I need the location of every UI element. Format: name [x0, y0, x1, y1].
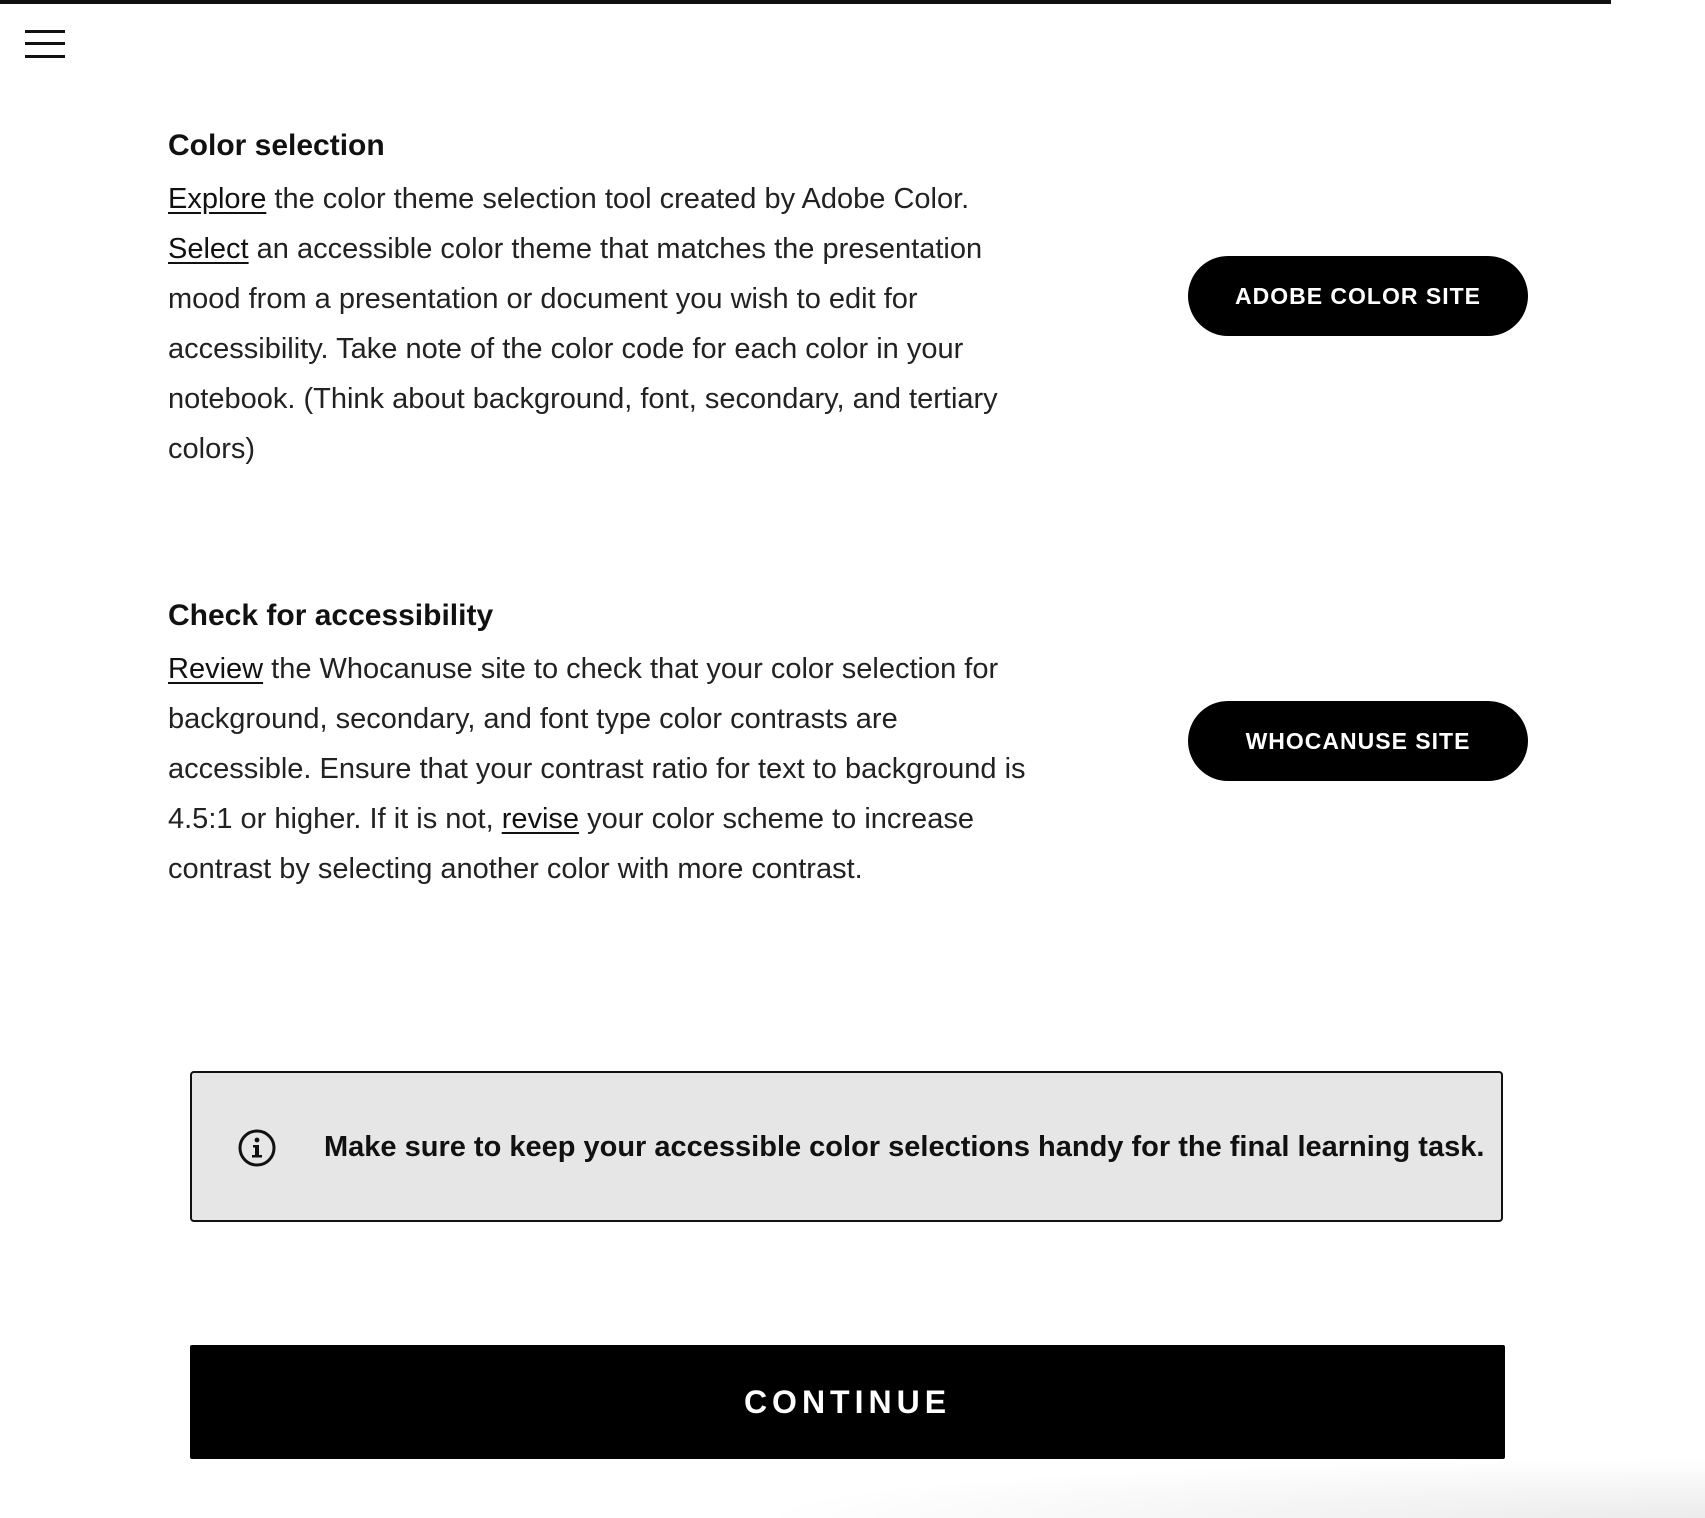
info-note-box — [190, 1071, 1503, 1222]
color-selection-heading: Color selection — [168, 129, 385, 162]
color-selection-section — [168, 126, 1048, 474]
note-text: Make sure to keep your accessible color selections handy for the final learning task. — [324, 1131, 1485, 1163]
accessibility-text — [168, 644, 1048, 894]
menu-line — [25, 42, 65, 45]
continue-button[interactable]: CONTINUE — [190, 1345, 1505, 1459]
select-link[interactable]: Select — [168, 233, 249, 265]
color-selection-text-2: an accessible color theme that matches the presentation mood from a presentation or document you wish to edit for accessibility. Take note of the color code for each color in your notebook. (Think about background, font, secondary, and tertiary colors) — [168, 233, 998, 465]
accessibility-text-1: the Whocanuse site to check that your color selection for background, secondary, and font type color contrasts are accessible. Ensure that your contrast ratio for text to background is 4.5:1 or higher. If it is not, — [168, 653, 1026, 835]
color-selection-text — [168, 174, 1048, 474]
hamburger-menu-icon[interactable] — [20, 28, 68, 64]
accessibility-heading: Check for accessibility — [168, 599, 494, 632]
review-link[interactable]: Review — [168, 653, 264, 685]
whocanuse-site-button[interactable]: WHOCANUSE SITE — [1188, 701, 1528, 781]
adobe-color-site-button[interactable]: ADOBE COLOR SITE — [1188, 256, 1528, 336]
bottom-shadow — [745, 1458, 1705, 1518]
color-selection-text-1: the color theme selection tool created by Adobe Color. — [266, 183, 970, 215]
accessibility-section — [168, 596, 1048, 894]
explore-link[interactable]: Explore — [168, 183, 267, 215]
revise-link[interactable]: revise — [501, 803, 580, 835]
accessibility-text-2: your color scheme to increase contrast by selecting another color with more contrast. — [168, 803, 974, 885]
progress-bar — [0, 0, 1611, 4]
menu-line — [25, 30, 65, 33]
info-icon — [238, 1129, 276, 1167]
menu-line — [25, 55, 65, 58]
